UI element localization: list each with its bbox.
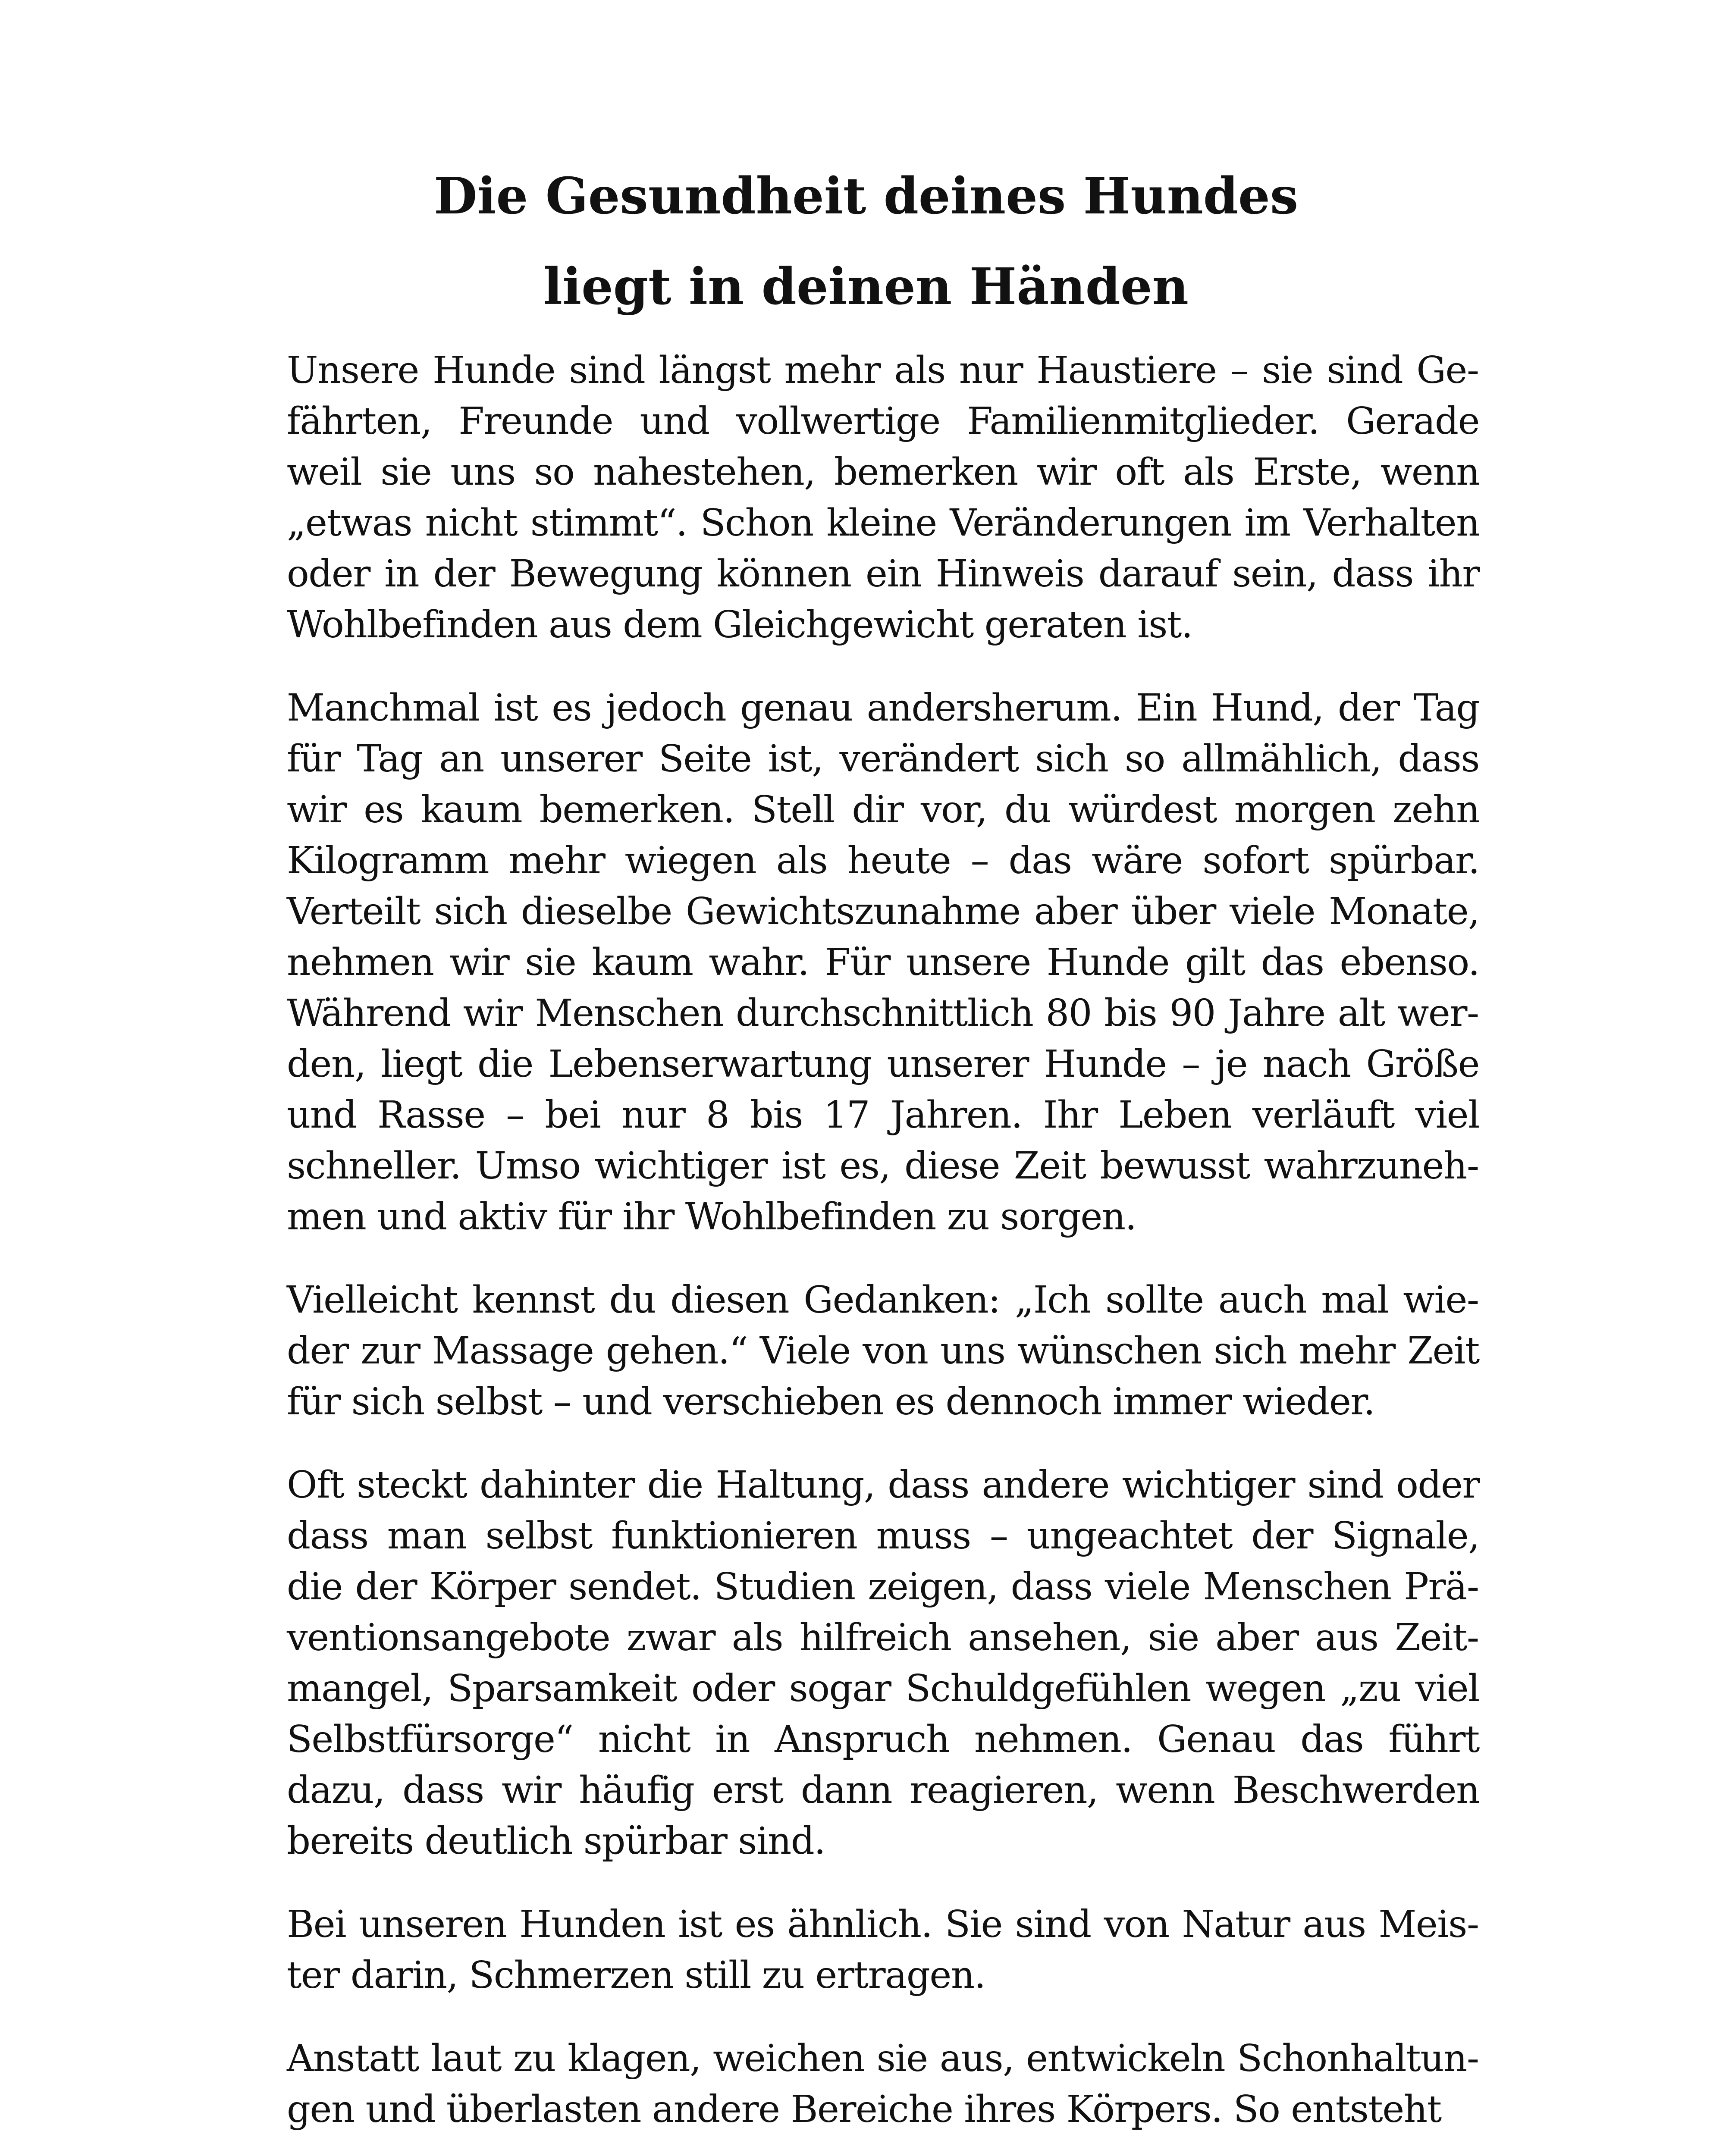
paragraph-1: Unsere Hunde sind längst mehr als nur Haustiere – sie sind Gefährten, Freunde und vollwertige Familienmitglieder. Gerade weil sie uns so nahestehen, bemerken wir oft als Erste, wenn „etwas nicht stimmt“. Schon kleine Veränderungen im Verhalten oder in der Bewegung können ein Hinweis darauf sein, dass ihr Wohlbefinden aus dem Gleichgewicht geraten ist. <box>287 349 1479 646</box>
title-line-2: liegt in deinen Händen <box>543 257 1189 316</box>
body-text <box>287 345 1479 2156</box>
paragraph-6: Anstatt laut zu klagen, weichen sie aus, entwickeln Schonhaltungen und überlasten andere Bereiche ihres Körpers. So entsteht <box>287 2037 1479 2131</box>
paragraph-4: Oft steckt dahinter die Haltung, dass andere wichtiger sind oder dass man selbst funktionieren muss – ungeachtet der Signale, die der Körper sendet. Studien zeigen, dass viele Menschen Präventionsangebote zwar als hilfreich ansehen, sie aber aus Zeitmangel, Sparsamkeit oder sogar Schuldgefühlen wegen „zu viel Selbstfürsorge“ nicht in Anspruch nehmen. Genau das führt dazu, dass wir häufig erst dann reagieren, wenn Beschwerden bereits deutlich spürbar sind. <box>287 1463 1479 1863</box>
paragraph-5: Bei unseren Hunden ist es ähnlich. Sie sind von Natur aus Meister darin, Schmerzen still zu ertragen. <box>287 1903 1479 1997</box>
paragraph-2: Manchmal ist es jedoch genau andersherum. Ein Hund, der Tag für Tag an unserer Seite ist, verändert sich so allmählich, dass wir es kaum bemerken. Stell dir vor, du würdest morgen zehn Kilogramm mehr wiegen als heute – das wäre sofort spürbar. Verteilt sich dieselbe Gewichtszunahme aber über viele Monate, nehmen wir sie kaum wahr. Für unsere Hunde gilt das ebenso. Während wir Menschen durchschnittlich 80 bis 90 Jahre alt werden, liegt die Lebenserwartung unserer Hunde – je nach Größe und Rasse – bei nur 8 bis 17 Jahren. Ihr Leben verläuft viel schneller. Umso wichtiger ist es, diese Zeit bewusst wahrzunehmen und aktiv für ihr Wohlbefinden zu sorgen. <box>287 686 1479 1238</box>
paragraph-3: Vielleicht kennst du diesen Gedanken: „Ich sollte auch mal wieder zur Massage gehen.“ Viele von uns wünschen sich mehr Zeit für sich selbst – und verschieben es dennoch immer wieder. <box>287 1279 1479 1423</box>
page-title <box>0 151 1732 332</box>
title-line-1: Die Gesundheit deines Hundes <box>433 167 1299 226</box>
